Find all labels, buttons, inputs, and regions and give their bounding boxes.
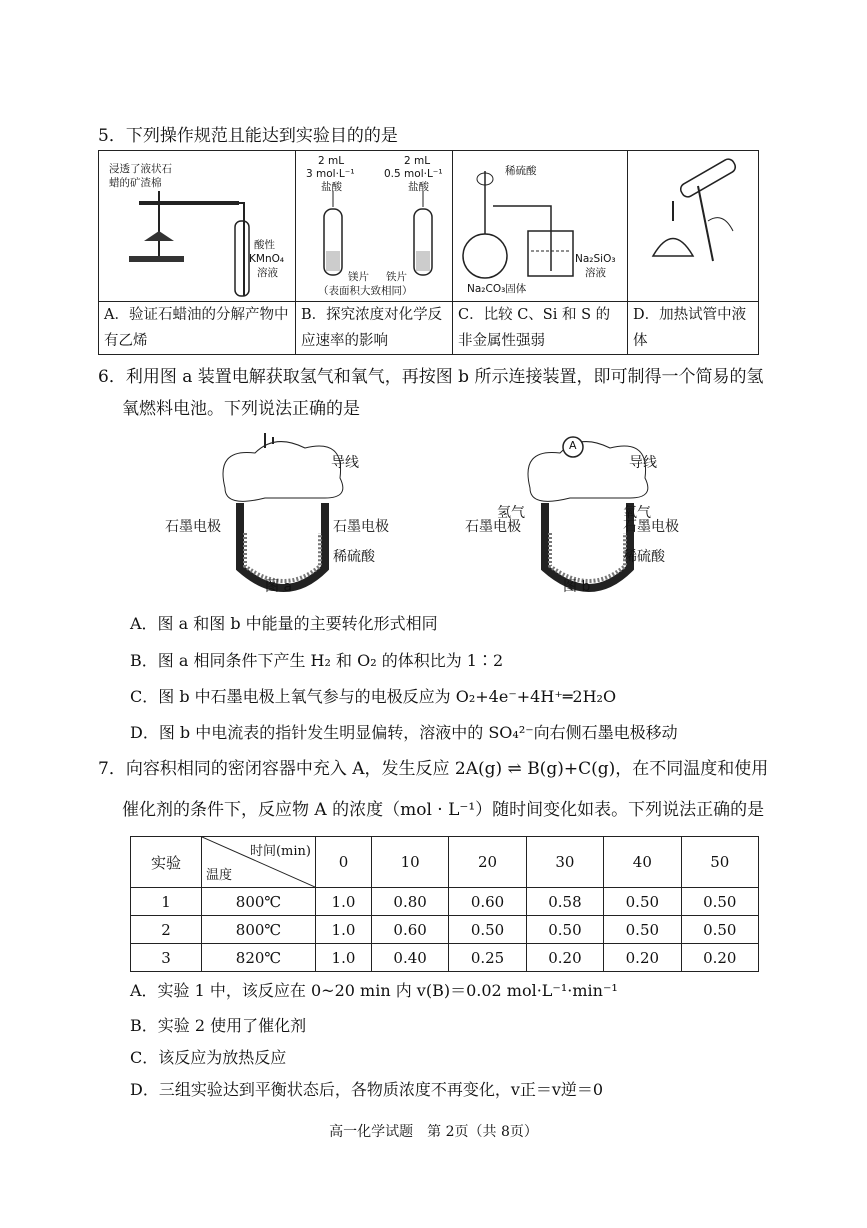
option-6b: B．图 a 相同条件下产生 H₂ 和 O₂ 的体积比为 1∶2 [130, 651, 504, 670]
figure-a [165, 428, 425, 598]
label-a-2: 蜡的矿渣棉 [109, 177, 162, 189]
fig-b-h2-label: 氢气 [497, 505, 525, 521]
row-exp: 2 [131, 916, 202, 944]
label-a-3: 酸性 [254, 239, 275, 251]
label-b-4: 2 mL [404, 155, 431, 167]
header-time-30: 30 [526, 837, 603, 888]
fig-b-acid-label: 稀硫酸 [623, 549, 665, 565]
header-time-0: 0 [316, 837, 372, 888]
table-row [131, 944, 759, 972]
option-5a: A．验证石蜡油的分解产物中有乙烯 [104, 307, 289, 349]
label-a-5: 溶液 [257, 267, 278, 279]
fig-b-wire-label: 导线 [629, 455, 657, 471]
apparatus-d-drawing [628, 151, 758, 301]
cell: 0.50 [449, 916, 526, 944]
cell: 1.0 [316, 888, 372, 916]
cell: 1.0 [316, 916, 372, 944]
option-7a: A．实验 1 中，该反应在 0~20 min 内 v(B)＝0.02 mol·L⁻¹·min⁻¹ [130, 981, 618, 1000]
fig-b-right-electrode-label: 石墨电极 [623, 519, 679, 535]
cell: 0.50 [604, 916, 681, 944]
label-b-3: 盐酸 [321, 181, 342, 193]
fig-a-caption: 图 a [265, 579, 293, 595]
row-temp: 800℃ [202, 888, 316, 916]
label-a-1: 浸透了液状石 [109, 163, 172, 175]
fig-a-left-electrode-label: 石墨电极 [165, 519, 221, 535]
question-6-stem-line1: 6．利用图 a 装置电解获取氢气和氧气，再按图 b 所示连接装置，即可制得一个简易的氢 [98, 367, 764, 387]
cell: 0.40 [371, 944, 448, 972]
fig-b-ammeter-label: A [569, 439, 577, 452]
option-7d: D．三组实验达到平衡状态后，各物质浓度不再变化，v正＝v逆＝0 [130, 1080, 604, 1099]
header-time-10: 10 [371, 837, 448, 888]
cell: 0.50 [681, 916, 758, 944]
fig-b-o2-label: 氧气 [623, 505, 651, 521]
label-b-5: 0.5 mol·L⁻¹ [384, 168, 443, 180]
row-temp: 800℃ [202, 916, 316, 944]
label-c-4: Na₂CO₃固体 [467, 283, 527, 295]
label-b-9: （表面积大致相同） [318, 285, 413, 297]
option-7b: B．实验 2 使用了催化剂 [130, 1016, 307, 1035]
row-exp: 3 [131, 944, 202, 972]
cell: 0.20 [604, 944, 681, 972]
fig-a-wire-label: 导线 [331, 455, 359, 471]
fig-a-acid-label: 稀硫酸 [333, 549, 375, 565]
question-5-stem: 5．下列操作规范且能达到实验目的的是 [98, 126, 398, 146]
cell: 1.0 [316, 944, 372, 972]
label-c-1: 稀硫酸 [505, 165, 537, 177]
label-b-1: 2 mL [318, 155, 345, 167]
option-5d: D．加热试管中液体 [633, 307, 747, 349]
cell: 0.50 [604, 888, 681, 916]
cell: 0.58 [526, 888, 603, 916]
label-b-8: 铁片 [386, 271, 407, 283]
label-b-7: 镁片 [348, 271, 369, 283]
cell: 0.50 [526, 916, 603, 944]
header-time: 时间(min) [249, 844, 311, 859]
option-6a: A．图 a 和图 b 中能量的主要转化形式相同 [130, 614, 438, 633]
figure-b [465, 428, 735, 598]
apparatus-b [296, 151, 453, 302]
cell: 0.20 [681, 944, 758, 972]
cell: 0.60 [371, 916, 448, 944]
label-a-4: KMnO₄ [249, 253, 285, 265]
fig-b-caption: 图 b [563, 579, 591, 595]
cell: 0.50 [681, 888, 758, 916]
header-time-20: 20 [449, 837, 526, 888]
figure-a-drawing [165, 428, 425, 598]
cell: 0.80 [371, 888, 448, 916]
fig-a-right-electrode-label: 石墨电极 [333, 519, 389, 535]
header-time-40: 40 [604, 837, 681, 888]
cell: 0.20 [526, 944, 603, 972]
cell: 0.60 [449, 888, 526, 916]
row-exp: 1 [131, 888, 202, 916]
question-6-stem-line2: 氧燃料电池。下列说法正确的是 [122, 399, 360, 419]
header-experiment: 实验 [131, 837, 202, 888]
option-6d: D．图 b 中电流表的指针发生明显偏转，溶液中的 SO₄²⁻向右侧石墨电极移动 [130, 723, 678, 742]
question-7-stem-line2: 催化剂的条件下，反应物 A 的浓度（mol · L⁻¹）随时间变化如表。下列说法正确的是 [122, 800, 765, 820]
apparatus-d [628, 151, 759, 302]
label-b-6: 盐酸 [408, 181, 429, 193]
question-5-table [98, 150, 759, 355]
question-7-stem-line1: 7．向容积相同的密闭容器中充入 A，发生反应 2A(g) ⇌ B(g)+C(g)，在不同温度和使用 [98, 759, 769, 779]
row-temp: 820℃ [202, 944, 316, 972]
header-time-50: 50 [681, 837, 758, 888]
apparatus-a [99, 151, 296, 302]
fig-b-left-electrode-label: 石墨电极 [465, 519, 521, 535]
header-temperature: 温度 [206, 868, 233, 883]
table-row [131, 888, 759, 916]
label-c-2: Na₂SiO₃ [575, 253, 616, 265]
cell: 0.25 [449, 944, 526, 972]
table-row [131, 916, 759, 944]
header-diagonal [202, 837, 316, 888]
label-b-2: 3 mol·L⁻¹ [306, 168, 355, 180]
page-footer: 高一化学试题 第 2页（共 8页） [329, 1124, 538, 1140]
apparatus-c [453, 151, 628, 302]
option-5b: B．探究浓度对化学反应速率的影响 [301, 307, 443, 349]
option-5c: C．比较 C、Si 和 S 的非金属性强弱 [458, 307, 611, 349]
label-c-3: 溶液 [585, 267, 606, 279]
option-6c: C．图 b 中石墨电极上氧气参与的电极反应为 O₂+4e⁻+4H⁺═2H₂O [130, 687, 617, 706]
option-7c: C．该反应为放热反应 [130, 1048, 287, 1067]
question-7-table [130, 836, 759, 972]
